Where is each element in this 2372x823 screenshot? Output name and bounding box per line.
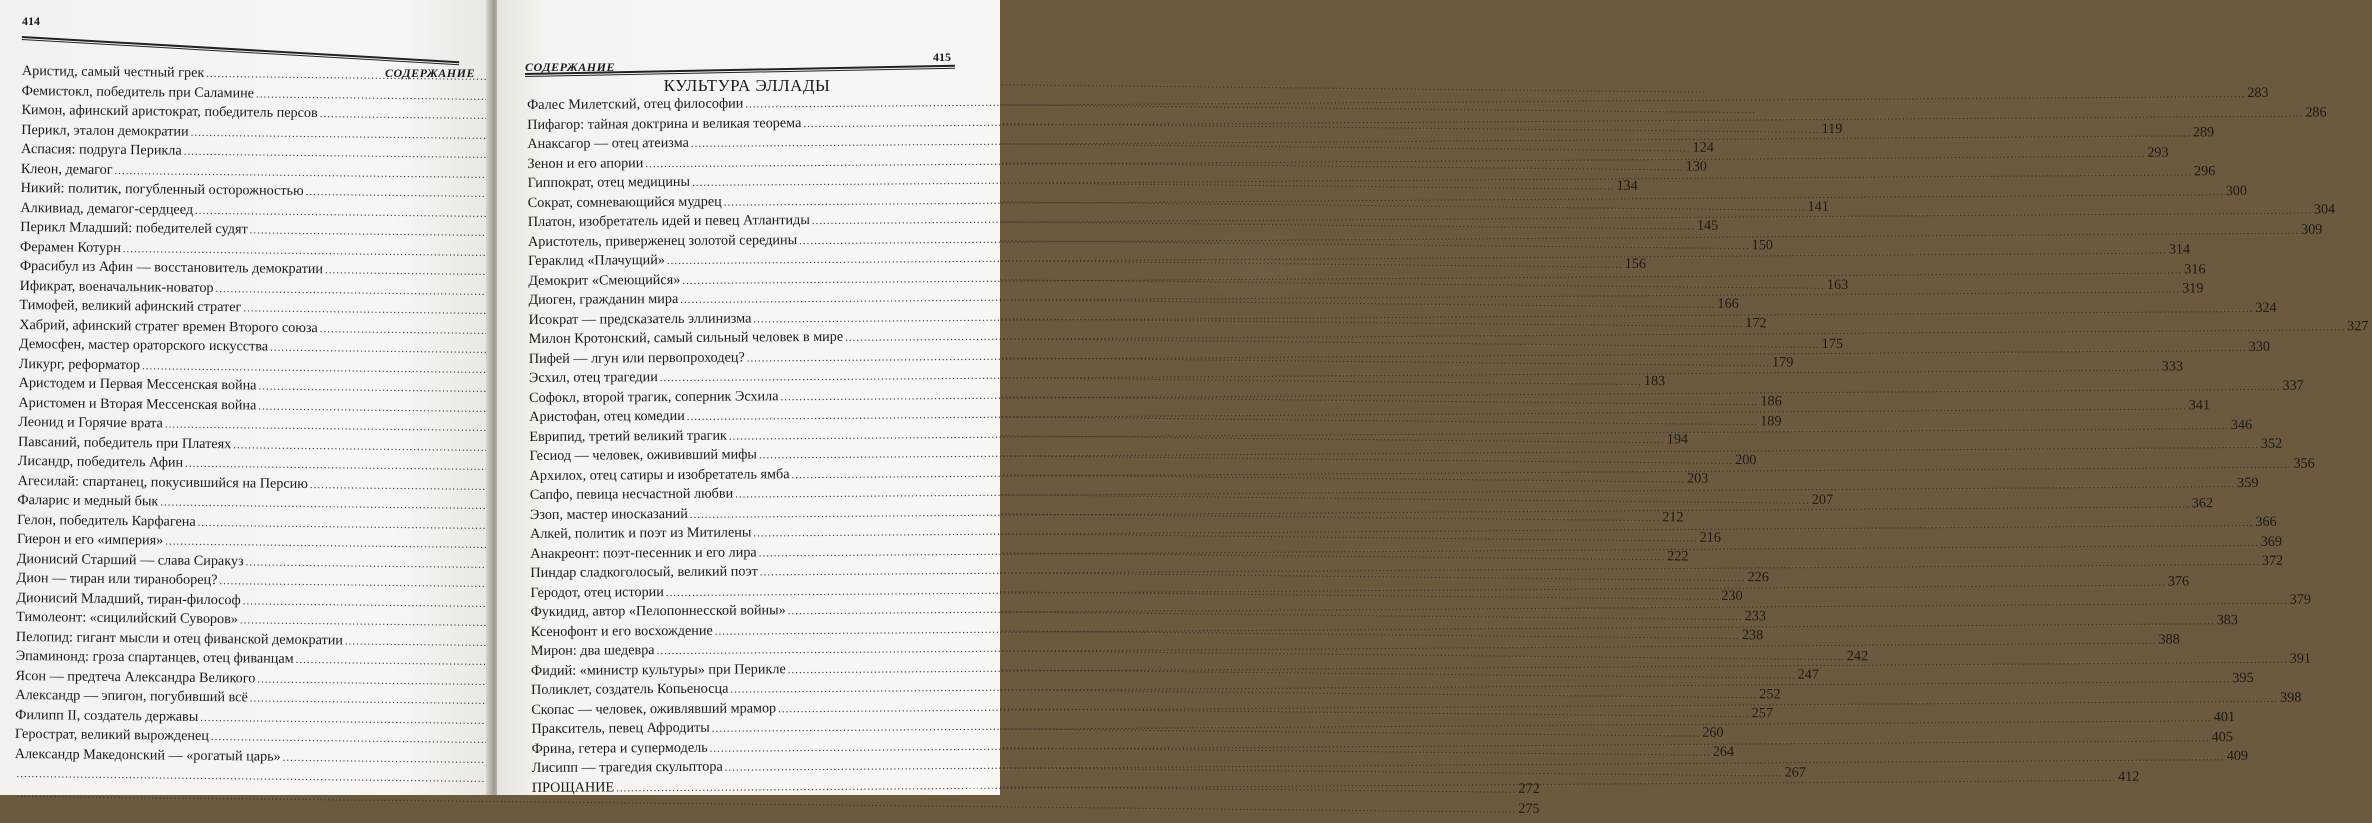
toc-entry-title: Фукидид, автор «Пелопоннесской войны» — [530, 602, 786, 620]
toc-entry-page: 156 — [1624, 255, 1647, 272]
left-header-rule — [22, 36, 460, 65]
toc-entry-page: 141 — [1807, 198, 1829, 215]
toc-entry-page: 362 — [2191, 494, 2214, 511]
toc-entry-title: Гелон, победитель Карфагена — [17, 511, 196, 530]
toc-entry-title: Эзоп, мастер иносказаний — [529, 505, 688, 523]
toc-entry-title: Софокл, второй трагик, соперник Эсхила — [529, 387, 779, 406]
toc-entry-page: 388 — [2158, 631, 2180, 648]
toc-entry-title: Анакреонт: поэт-песенник и его лира — [530, 543, 757, 562]
toc-entry-title: Пифей — лгун или первопроходец? — [528, 348, 745, 367]
toc-entry-title: Дионисий Младший, тиран-философ — [16, 589, 241, 608]
toc-entry-title: Диоген, гражданин мира — [528, 290, 679, 308]
toc-entry-title: Ликург, реформатор — [18, 355, 141, 373]
toc-entry-page: 172 — [1745, 315, 1767, 332]
toc-entry-title: Лисипп — трагедия скульптора — [531, 758, 723, 776]
toc-entry-page: 275 — [1518, 800, 1540, 817]
toc-entry-title: Филипп II, создатель державы — [15, 706, 199, 725]
toc-entry-title: Тимолеонт: «сицилийский Суворов» — [16, 608, 239, 628]
toc-entry-page: 150 — [1751, 237, 1774, 254]
toc-entry-title: Эсхил, отец трагедии — [528, 369, 658, 386]
toc-entry-page: 272 — [1518, 780, 1540, 797]
toc-entry-title: Анаксагор — отец атеизма — [527, 134, 689, 152]
toc-entry-page: 238 — [1741, 627, 1764, 644]
toc-entry-page: 260 — [1702, 724, 1724, 741]
toc-entry-page: 207 — [1811, 491, 1834, 508]
left-page-number: 414 — [22, 14, 40, 28]
toc-entry-page: 247 — [1797, 666, 1819, 683]
toc-entry-page: 300 — [2225, 182, 2248, 199]
toc-entry-page: 405 — [2211, 728, 2233, 745]
toc-entry-page: 163 — [1826, 276, 1849, 294]
toc-entry-title: Пифагор: тайная доктрина и великая теорема — [527, 114, 802, 133]
toc-entry-page: 346 — [2230, 416, 2253, 433]
left-running-head: СОДЕРЖАНИЕ — [385, 66, 475, 80]
toc-entry-page: 189 — [1760, 412, 1782, 429]
toc-entry-page: 119 — [1821, 120, 1843, 138]
toc-entry-page: 233 — [1744, 607, 1767, 624]
toc-entry-page: 289 — [2192, 124, 2215, 141]
toc-entry-title: Герострат, великий вырожденец — [14, 725, 210, 744]
toc-entry-title: Поликлет, создатель Копьеносца — [531, 680, 729, 698]
toc-entry-page: 286 — [2305, 103, 2327, 121]
toc-entry-page: 203 — [1686, 470, 1709, 487]
toc-entry-page: 216 — [1699, 529, 1721, 546]
toc-entry-page: 242 — [1846, 647, 1869, 664]
toc-entry-page: 145 — [1696, 217, 1719, 234]
toc-entry-page: 264 — [1712, 743, 1735, 760]
toc-entry-page: 324 — [2255, 299, 2277, 316]
toc-entry-title: Архилох, отец сатиры и изобретатель ямба — [529, 465, 790, 484]
toc-entry-title: Перикл, эталон демократии — [21, 121, 189, 140]
toc-entry-title: Кимон, афинский аристократ, победитель персов — [21, 101, 318, 122]
toc-entry-title: Геродот, отец истории — [530, 583, 664, 601]
toc-entry-title: Аристодем и Первая Мессенская война — [18, 374, 257, 394]
toc-entry-title: Гесиод — человек, ожививший мифы — [529, 446, 758, 464]
toc-entry-page: 372 — [2261, 552, 2284, 569]
toc-entry-page: 398 — [2280, 689, 2302, 706]
toc-entry-page: 186 — [1760, 393, 1782, 410]
toc-entry-title: Дион — тиран или тираноборец? — [16, 569, 218, 589]
toc-entry-title: Демосфен, мастер ораторского искусства — [18, 335, 269, 355]
toc-entry-page: 293 — [2147, 144, 2169, 161]
toc-entry-title: Аристид, самый честный грек — [21, 62, 205, 81]
toc-entry-title: ПРОЩАНИЕ — [531, 778, 615, 796]
toc-entry-title: Алкей, политик и поэт из Митилены — [530, 524, 752, 542]
toc-entry-page: 330 — [2248, 338, 2271, 355]
toc-entry-page: 252 — [1759, 685, 1781, 702]
toc-entry-page: 366 — [2255, 513, 2277, 530]
toc-entry-page: 194 — [1666, 431, 1689, 448]
right-running-head: СОДЕРЖАНИЕ — [525, 60, 615, 74]
section-title: КУЛЬТУРА ЭЛЛАДЫ — [663, 76, 831, 95]
toc-entry-page: 134 — [1616, 177, 1638, 194]
toc-entry-page: 226 — [1747, 568, 1769, 585]
toc-entry-title: Сапфо, певица несчастной любви — [529, 485, 734, 503]
toc-entry-title: Аристотель, приверженец золотой середины — [527, 231, 798, 250]
toc-entry-title: Исократ — предсказатель эллинизма — [528, 309, 752, 328]
toc-entry-page: 327 — [2347, 318, 2369, 335]
toc-entry-page: 200 — [1735, 451, 1757, 468]
toc-entry-title: Эпаминонд: гроза спартанцев, отец фиванцам — [15, 647, 294, 667]
toc-entry-title: Фрина, гетера и супермодель — [531, 739, 708, 757]
toc-entry-page: 401 — [2213, 709, 2236, 726]
toc-entry-title: Лисандр, победитель Афин — [17, 452, 184, 471]
toc-entry-title: Никий: политик, погубленный осторожностью — [20, 179, 304, 199]
toc-entry-title: Еврипид, третий великий трагик — [529, 427, 727, 445]
toc-entry-page: 412 — [2118, 768, 2140, 785]
toc-entry-title: Платон, изобретатель идей и певец Атлантиды — [527, 212, 810, 230]
toc-entry-page: 309 — [2301, 220, 2323, 238]
toc-entry-title: Клеон, демагог — [20, 160, 113, 178]
toc-entry-title: Фалес Милетский, отец философии — [527, 95, 744, 113]
toc-entry-page: 222 — [1667, 548, 1689, 565]
toc-entry-title: Зенон и его апории — [527, 154, 644, 172]
toc-entry-page: 337 — [2282, 377, 2304, 394]
toc-entry-title: Демокрит «Смеющийся» — [528, 271, 681, 289]
toc-entry-title: Гераклид «Плачущий» — [528, 252, 665, 269]
toc-entry-title: Хабрий, афинский стратег времен Второго союза — [19, 316, 318, 336]
toc-entry-title: Скопас — человек, оживлявший мрамор — [531, 699, 777, 718]
toc-entry-page: 316 — [2184, 260, 2206, 277]
toc-entry-title: Дионисий Старший — слава Сиракуз — [16, 550, 244, 569]
toc-entry-page: 304 — [2313, 201, 2336, 218]
toc-entry-title: Фидий: «министр культуры» при Перикле — [530, 660, 786, 679]
toc-entry-title: Тимофей, великий афинский стратег — [19, 296, 242, 316]
toc-entry-page: 409 — [2226, 748, 2249, 765]
toc-entry-title: Ясон — предтеча Александра Великого — [15, 667, 256, 686]
toc-entry-title: Павсаний, победитель при Платеях — [17, 433, 232, 452]
toc-entry-page: 356 — [2293, 455, 2315, 472]
toc-entry-page: 314 — [2168, 241, 2191, 258]
right-page-number: 415 — [933, 50, 951, 64]
watermark: ay.by — [968, 781, 994, 793]
toc-entry-title: Александр — эпигон, погубивший всё — [15, 686, 248, 706]
toc-entry-page: 179 — [1771, 354, 1794, 371]
toc-entry-title: Милон Кротонский, самый сильный человек в мире — [528, 328, 844, 347]
toc-entry-page: 359 — [2237, 474, 2259, 492]
toc-entry-title: Пиндар сладкоголосый, великий поэт — [530, 563, 758, 581]
toc-entry-title: Ксенофонт и его восхождение — [530, 622, 713, 640]
toc-entry-page: 391 — [2289, 650, 2312, 667]
toc-entry-page: 257 — [1751, 705, 1774, 722]
toc-entry-page: 230 — [1721, 587, 1743, 605]
toc-entry-title: Фаларис и медный бык — [17, 491, 159, 510]
toc-entry-page: 395 — [2232, 669, 2254, 687]
toc-entry-title: Фрасибул из Афин — восстановитель демократии — [19, 257, 324, 278]
toc-entry-title: Александр Македонский — «рогатый царь» — [14, 745, 281, 765]
toc-entry-page: 183 — [1643, 372, 1666, 389]
toc-entry-page: 124 — [1692, 138, 1714, 156]
toc-entry-title: Алкивиад, демагог-сердцеед — [20, 199, 194, 218]
toc-entry-title: Агесилай: спартанец, покусившийся на Персию — [17, 472, 309, 492]
toc-entry-page: 383 — [2216, 611, 2239, 628]
toc-entry-title: Аспасия: подруга Перикла — [21, 140, 182, 159]
toc-entry-page: 379 — [2289, 591, 2312, 608]
toc-entry-page: 130 — [1685, 158, 1708, 175]
toc-entry-page: 212 — [1662, 509, 1684, 526]
toc-entry-page: 376 — [2167, 572, 2190, 590]
toc-entry-title: Аристофан, отец комедии — [529, 407, 685, 425]
toc-entry-page: 175 — [1821, 335, 1844, 352]
toc-entry-title: Фемистокл, победитель при Саламине — [21, 82, 255, 101]
toc-entry-title: Ификрат, военачальник-новатор — [19, 277, 214, 296]
toc-entry-title: Леонид и Горячие врата — [18, 413, 163, 432]
toc-entry-page: 341 — [2188, 397, 2211, 414]
toc-entry-page: 283 — [2247, 84, 2269, 101]
toc-entry-title: Гиерон и его «империя» — [16, 530, 164, 549]
toc-entry-title: Гиппократ, отец медицины — [527, 173, 691, 191]
toc-entry-title: Аристомен и Вторая Мессенская война — [18, 394, 257, 413]
toc-entry-page: 352 — [2260, 435, 2283, 452]
toc-entry-page: 319 — [2182, 280, 2204, 297]
toc-entry-title: Пелопид: гигант мысли и отец фиванской демократии — [15, 628, 344, 648]
toc-entry-page: 333 — [2161, 358, 2184, 375]
toc-entry-page: 166 — [1717, 295, 1739, 312]
toc-entry-page: 267 — [1784, 763, 1806, 781]
toc-entry-title: Сократ, сомневающийся мудрец — [527, 193, 722, 211]
toc-entry-page: 296 — [2193, 163, 2216, 180]
toc-entry-title: Ферамен Котурн — [19, 238, 121, 256]
toc-entry-title: Перикл Младший: победителей судят — [20, 218, 248, 238]
toc-entry-title: Пракситель, певец Афродиты — [531, 719, 710, 737]
toc-entry-title: Мирон: два шедевра — [530, 642, 655, 659]
toc-entry-page: 369 — [2260, 533, 2283, 550]
